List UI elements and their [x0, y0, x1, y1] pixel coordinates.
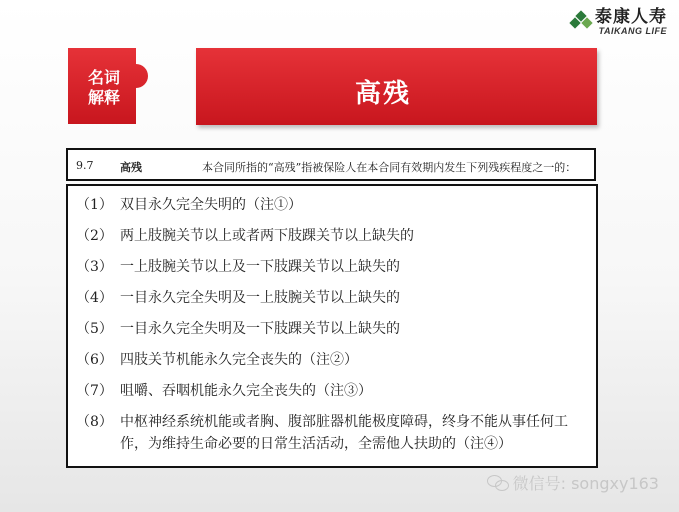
- badge-line-2: 解释: [87, 88, 120, 107]
- logo-chinese-name: 泰康人寿: [595, 7, 667, 27]
- wechat-watermark: [487, 471, 659, 494]
- watermark-text: 微信号: songxy163: [512, 474, 659, 493]
- clause-number: 9.7: [76, 159, 94, 172]
- wechat-icon: [487, 475, 509, 491]
- item-number: （5）: [76, 321, 113, 337]
- clause-header: [66, 148, 596, 181]
- item-text: 一目永久完全失明及一下肢踝关节以上缺失的: [120, 321, 400, 337]
- clause-term: 高残: [120, 161, 142, 174]
- term-badge: [66, 46, 193, 126]
- condition-list: [66, 184, 598, 468]
- company-logo: [571, 8, 667, 36]
- item-number: （8）: [76, 414, 113, 430]
- item-text: 四肢关节机能永久完全丧失的（注②）: [120, 352, 358, 368]
- logo-english-name: TAIKANG LIFE: [598, 26, 667, 36]
- item-number: （4）: [76, 290, 113, 306]
- item-text: 双目永久完全失明的（注①）: [120, 197, 302, 213]
- item-number: （2）: [76, 228, 113, 244]
- item-number: （1）: [76, 197, 113, 213]
- item-text: 咀嚼、吞咽机能永久完全丧失的（注③）: [120, 383, 372, 399]
- page-title: 高残: [355, 79, 412, 109]
- item-text: 一上肢腕关节以上及一下肢踝关节以上缺失的: [120, 259, 400, 275]
- item-text: 中枢神经系统机能或者胸、腹部脏器机能极度障碍，终身不能从事任何工作，为维持生命必要的日常生活活动，全需他人扶助的（注④）: [120, 414, 568, 452]
- item-text: 两上肢腕关节以上或者两下肢踝关节以上缺失的: [120, 228, 414, 244]
- clause-description: 本合同所指的“高残”指被保险人在本合同有效期内发生下列残疾程度之一的：: [202, 161, 577, 174]
- item-text: 一目永久完全失明及一上肢腕关节以上缺失的: [120, 290, 400, 306]
- item-number: （6）: [76, 352, 113, 368]
- logo-diamond-icon: [571, 12, 591, 32]
- item-number: （3）: [76, 259, 113, 275]
- badge-line-1: 名词: [87, 68, 120, 87]
- item-number: （7）: [76, 383, 113, 399]
